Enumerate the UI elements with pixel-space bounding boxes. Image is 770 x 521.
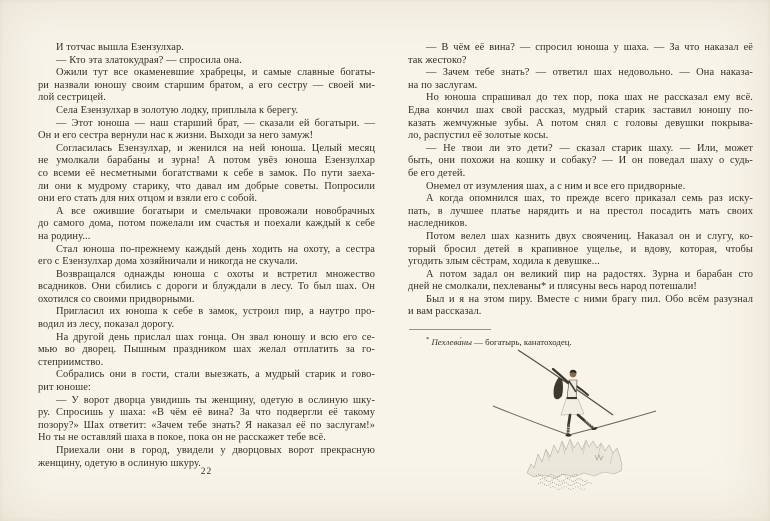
text-line: степриимство. bbox=[38, 356, 104, 368]
text-line: — Этот юноша — наш старший брат, — сказали ей богатыри. — bbox=[56, 117, 375, 129]
text-line: до самого дома, потом пожелали им счастья и поехали каждый к себе bbox=[38, 218, 375, 230]
text-line: пать, в лучшее платье нарядить и на престол посадить мать своих bbox=[408, 205, 753, 217]
text-line: Онемел от изумления шах, а с ним и все его придворные. bbox=[426, 180, 686, 192]
text-line: Ожили тут все окаменевшие храбрецы, и самые славные богаты- bbox=[56, 67, 375, 79]
text-line: со всеми её несметными богатствами к себе в замок. По пути заеха- bbox=[38, 167, 375, 179]
text-line: И тотчас вышла Езензулхар. bbox=[56, 42, 184, 53]
right-page-text bbox=[408, 42, 753, 319]
text-line: торый бросил детей в крапивное ущелье, и вдову, которая, чтобы bbox=[408, 243, 753, 255]
footnote-marker: * bbox=[426, 336, 430, 343]
text-line: Согласилась Езензулхар, и женился на ней юноша. Целый месяц bbox=[56, 142, 375, 154]
text-line: на родину... bbox=[38, 230, 91, 242]
text-line: лой сестрицей. bbox=[38, 92, 106, 104]
text-line: его с Езензулхар дома хозяйничали и никогда не скучали. bbox=[38, 256, 298, 268]
text-line: не умолкали барабаны и зурна! А потом увёз юноша Езензулхар bbox=[38, 155, 375, 167]
walker-figure-drawing bbox=[553, 369, 598, 437]
text-line: Но юноша спрашивал до тех пор, пока шах не рассказал ему всё. bbox=[426, 92, 753, 104]
text-line: мью во дворец. Пышным праздником шах желал отплатить за го- bbox=[38, 344, 375, 356]
text-line: позору?» Шах ответит: «Зачем тебе знать? Я наказал её по заслугам!» bbox=[38, 419, 375, 431]
text-line: Собрались они в гости, стали выезжать, а мудрый старик и гово- bbox=[56, 369, 375, 381]
text-line: они его стать для них отцом и взяли его с собой. bbox=[38, 193, 258, 205]
text-line: наследников. bbox=[408, 218, 468, 230]
text-line: дней не смолкали, пехлеваны* и плясуны весь народ потешали! bbox=[408, 281, 697, 293]
text-line: А все ожившие богатыри и смельчаки провожали новобрачных bbox=[56, 205, 375, 217]
text-line: Возвращался однажды юноша с охоты и встретил множество bbox=[56, 268, 375, 280]
text-line: ри назвали юношу своим старшим братом, а его сестру — своей ми- bbox=[38, 79, 375, 91]
text-line: Он и его сестра вернули нас к жизни. Выходи за него замуж! bbox=[38, 130, 314, 142]
text-line: Приехали они в город, увидели у дворцовых ворот прекрасную bbox=[56, 445, 375, 456]
text-line: — Зачем тебе знать? — ответил шах недовольно. — Она наказа- bbox=[426, 67, 753, 79]
text-line: и вам рассказал. bbox=[408, 306, 482, 318]
text-line: — Кто эта златокудрая? — спросила она. bbox=[56, 54, 242, 66]
text-line: ру. Спросишь у шаха: «В чём её вина? За что подвергли её такому bbox=[38, 407, 375, 419]
footnote-divider bbox=[409, 329, 491, 330]
tightrope-walker-illustration bbox=[470, 340, 760, 521]
shrubs-drawing bbox=[536, 475, 592, 490]
text-line: — У ворот дворца увидишь ты женщину, одетую в ослиную шку- bbox=[56, 394, 375, 406]
text-line: Стал юноша по-прежнему каждый день ходить на охоту, а сестра bbox=[56, 243, 375, 255]
text-line: ло, распустил её золотые косы. bbox=[408, 130, 549, 142]
text-line: А потом задал он великий пир на радостях. Зурна и барабан сто bbox=[426, 268, 753, 280]
text-line: На другой день прислал шах гонца. Он звал юношу и всю его се- bbox=[56, 331, 375, 343]
text-line: Потом велел шах казнить двух своячениц. Наказал он и слугу, ко- bbox=[426, 230, 753, 242]
text-line: женщину, одетую в ослиную шкуру. bbox=[38, 457, 201, 469]
text-line: быть, они похожи на кошку и собаку? — И он поведал шаху о судь- bbox=[408, 155, 753, 167]
left-page-number: 22 bbox=[200, 467, 213, 477]
footnote-term: Пехлева́ны bbox=[431, 336, 472, 347]
text-line: — Не твои ли это дети? — сказал старик шаху. — Или, может bbox=[426, 142, 753, 154]
text-line: угодить злым сёстрам, ходила к девушке... bbox=[408, 256, 600, 268]
text-line: Был и я на этом пиру. Вместе с ними брагу пил. Обо всём разузнал bbox=[426, 293, 753, 305]
text-line: бе его детей. bbox=[408, 167, 466, 179]
text-line: рит юноше: bbox=[38, 382, 91, 394]
text-line: Едва кончил шах свой рассказ, мудрый старик заставил юношу по- bbox=[408, 104, 753, 116]
text-line: так жестоко? bbox=[408, 54, 467, 66]
text-line: на по заслугам. bbox=[408, 79, 478, 91]
text-line: Пригласил их юноша к себе в замок, устроил пир, а наутро про- bbox=[56, 306, 375, 318]
text-line: водил из лесу, показал дорогу. bbox=[38, 319, 175, 331]
footnote-definition: — богатырь, канатоходец. bbox=[471, 336, 572, 347]
text-line: Села Езензулхар в золотую лодку, приплыла к берегу. bbox=[56, 104, 299, 116]
text-line: А когда опомнился шах, то прежде всего приказал семь раз иску- bbox=[426, 193, 753, 205]
text-line: ли они к мудрому старику, что давал им добрые советы. Попросили bbox=[38, 180, 375, 192]
text-line: — В чём её вина? — спросил юноша у шаха. — За что наказал её bbox=[426, 42, 753, 53]
text-line: всадников. Они сбились с дороги и блуждали в лесу. То был шах. Он bbox=[38, 281, 375, 293]
text-line: Но ты не оставляй шаха в покое, пока он не расскажет тебе всё. bbox=[38, 432, 326, 444]
text-line: казать жемчужные зубы. А потом снял с головы девушки покрыва- bbox=[408, 117, 753, 129]
mountains-drawing bbox=[527, 439, 622, 478]
text-line: охотился со своими придворными. bbox=[38, 293, 195, 305]
left-page-text bbox=[38, 42, 375, 470]
